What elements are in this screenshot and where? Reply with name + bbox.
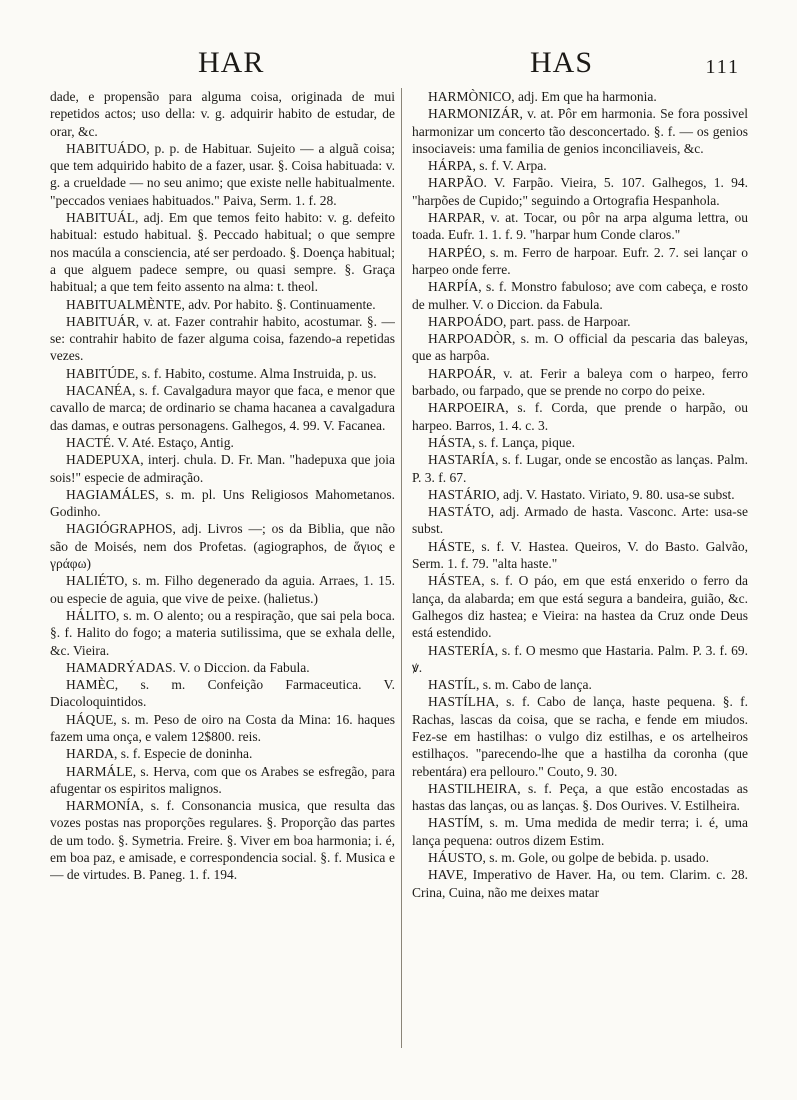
dictionary-entry: HASTÁRIO, adj. V. Hastato. Viriato, 9. 80. usa-se subst. bbox=[428, 486, 735, 502]
dictionary-entry: HACTÉ. V. Até. Estaço, Antig. bbox=[66, 434, 234, 450]
dictionary-entry: HÁLITO, s. m. O alento; ou a respiração, que sai pela boca. §. f. Halito do fogo; a materia sutilissima, que se exhala delle, &c. Vieira. bbox=[50, 607, 395, 658]
right-guide-word: HAS bbox=[530, 46, 594, 79]
dictionary-entry: HASTÍM, s. m. Uma medida de medir terra; i. é, uma lança pequena: outros dizem Estim. bbox=[412, 815, 748, 848]
dictionary-entry: HABITUÁDO, p. p. de Habituar. Sujeito — a alguã coisa; que tem adquirido habito de a fazer, usar. §. Coisa habituada: v. g. a crueldade — no seu animo; que existe nelle habitualmente. "peccados veniaes habituados." Paiva, Serm. 1. f. 28. bbox=[50, 140, 395, 208]
left-column bbox=[50, 88, 395, 1078]
dictionary-entry: HARPOEIRA, s. f. Corda, que prende o harpão, ou harpeo. Barros, 1. 4. c. 3. bbox=[412, 400, 748, 433]
dictionary-entry: HÁSTE, s. f. V. Hastea. Queiros, V. do Basto. Galvão, Serm. 1. f. 79. "alta haste." bbox=[412, 538, 748, 572]
dictionary-entry: HÁRPA, s. f. V. Arpa. bbox=[428, 158, 547, 174]
page-number: 111 bbox=[705, 56, 740, 78]
dictionary-entry: HABITUÁL, adj. Em que temos feito habito: v. g. defeito habitual: estudo habitual. §. Peccado habitual; o que sempre nos macúla a consciencia, até ser perdoado. §. Doença habitual; a que alguem padece sempre, ou quasi sempre. §. Graça habitual; a que tem feito assento na alma: t. theol. bbox=[50, 210, 395, 295]
dictionary-entry: HARMÁLE, s. Herva, com que os Arabes se esfregão, para afugentar os espiritos malignos. bbox=[50, 763, 395, 796]
dictionary-entry: HÁSTEA, s. f. O páo, em que está enxerido o ferro da lança, da alabarda; em que está segura a bandeira, guião, &c. Galhegos diz hastea; e Vieira: na hastea da Cruz onde Deus está estendido. bbox=[412, 573, 748, 641]
dictionary-entry: HARPÃO. V. Farpão. Vieira, 5. 107. Galhegos, 1. 94. "harpões de Cupido;" seguindo a Ortografia Hespanhola. bbox=[412, 175, 748, 208]
dictionary-entry: HASTÁTO, adj. Armado de hasta. Vasconc. Arte: usa-se subst. bbox=[412, 504, 748, 537]
column-divider bbox=[401, 88, 402, 1048]
dictionary-entry: HARPOÁDO, part. pass. de Harpoar. bbox=[428, 313, 631, 329]
dictionary-entry: HADEPUXA, interj. chula. D. Fr. Man. "hadepuxa que joia sois!" especie de admiração. bbox=[50, 452, 395, 485]
dictionary-entry: HARDA, s. f. Especie de doninha. bbox=[66, 746, 253, 762]
dictionary-entry: HAGIÓGRAPHOS, adj. Livros —; os da Biblia, que não são de Moisés, nem dos Profetas. (agiographos, de ἅγιος e γράφω) bbox=[50, 521, 395, 572]
right-column bbox=[412, 88, 748, 1078]
dictionary-entry: HASTÍL, s. m. Cabo de lança. bbox=[428, 677, 592, 693]
dictionary-entry: HAMÈC, s. m. Confeição Farmaceutica. V. Diacoloquintidos. bbox=[50, 677, 395, 710]
dictionary-entry: HASTÍLHA, s. f. Cabo de lança, haste pequena. §. f. Rachas, lascas da coisa, que se racha, e fende em miudos. Fez-se em hastilhas: o vulgo diz estilhas, e os artelheiros estilhaços. "parecendo-lhe que a hastilha da coronha (que rebentára) era pellouro." Couto, 9. 30. bbox=[412, 694, 748, 779]
dictionary-entry: HAMADRÝADAS. V. o Diccion. da Fabula. bbox=[66, 659, 310, 675]
dictionary-entry: HARMÒNICO, adj. Em que ha harmonia. bbox=[428, 89, 657, 104]
dictionary-entry: HALIÉTO, s. m. Filho degenerado da aguia. Arraes, 1. 15. ou especie de aguia, que vive de peixe. (halietus.) bbox=[50, 573, 395, 606]
dictionary-entry: dade, e propensão para alguma coisa, originada de mui repetidos actos; uso della: v. g. adquirir habito de estudar, de orar, &c. bbox=[50, 89, 395, 139]
dictionary-entry: HACANÉA, s. f. Cavalgadura mayor que faca, e menor que cavallo de marca; de ordinario se chama hacanea a cavalgadura das damas, e outras personagens. Galhegos, 4. 99. V. Facanea. bbox=[50, 383, 395, 433]
dictionary-entry: HÁQUE, s. m. Peso de oiro na Costa da Mina: 16. haques fazem uma onça, e valem 12$800. reis. bbox=[50, 711, 395, 744]
dictionary-entry: HASTARÍA, s. f. Lugar, onde se encostão as lanças. Palm. P. 3. f. 67. bbox=[412, 452, 748, 485]
dictionary-entry: HASTILHEIRA, s. f. Peça, a que estão encostadas as hastas das lanças, ou as lanças. §. Dos Ourives. V. Estilheira. bbox=[412, 780, 748, 814]
dictionary-entry: HÁSTA, s. f. Lança, pique. bbox=[428, 434, 576, 450]
dictionary-entry: HARMONÍA, s. f. Consonancia musica, que resulta das vozes postas nas proporções regulares. §. Proporção das partes de um todo. §. Symetria. Freire. §. Viver em boa harmonia; i. é, em boa paz, e amisade, e correspondencia social. §. f. Musica e — de virtudes. B. Paneg. 1. f. 194. bbox=[50, 798, 395, 883]
dictionary-entry: HARPÉO, s. m. Ferro de harpoar. Eufr. 2. 7. sei lançar o harpeo onde ferre. bbox=[412, 244, 748, 277]
dictionary-entry: HABITUALMÈNTE, adv. Por habito. §. Continuamente. bbox=[66, 296, 376, 312]
left-guide-word: HAR bbox=[198, 46, 265, 79]
dictionary-entry: HASTERÍA, s. f. O mesmo que Hastaria. Palm. P. 3. f. 69. ꝟ. bbox=[412, 642, 748, 675]
dictionary-entry: HABITUÁR, v. at. Fazer contrahir habito, acostumar. §. — se: contrahir habito de fazer alguma coisa, fazendo-a repetidas vezes. bbox=[50, 313, 395, 364]
dictionary-entry: HARPOÁR, v. at. Ferir a baleya com o harpeo, ferro barbado, ou farpado, que se prende no corpo do peixe. bbox=[412, 365, 748, 399]
dictionary-entry: HARPAR, v. at. Tocar, ou pôr na arpa alguma lettra, ou toada. Eufr. 1. 1. f. 9. "harpar hum Conde claros." bbox=[412, 210, 748, 243]
dictionary-entry: HABITÚDE, s. f. Habito, costume. Alma Instruida, p. us. bbox=[66, 365, 377, 381]
dictionary-entry: HARPÍA, s. f. Monstro fabuloso; ave com cabeça, e rosto de mulher. V. o Diccion. da Fabula. bbox=[412, 279, 748, 312]
dictionary-entry: HÁUSTO, s. m. Gole, ou golpe de bebida. p. usado. bbox=[428, 850, 709, 866]
running-header bbox=[50, 46, 750, 86]
dictionary-entry: HAGIAMÁLES, s. m. pl. Uns Religiosos Mahometanos. Godinho. bbox=[50, 486, 395, 520]
dictionary-entry: HARMONIZÁR, v. at. Pôr em harmonia. Se fora possivel harmonizar um concerto tão desconcertado. §. f. — os genios insociaveis: uma familia de genios inconciliaveis, &c. bbox=[412, 106, 748, 156]
dictionary-entry: HAVE, Imperativo de Haver. Ha, ou tem. Clarim. c. 28. Crina, Cuina, não me deixes matar bbox=[412, 867, 748, 900]
dictionary-entry: HARPOADÒR, s. m. O official da pescaria das baleyas, que as harpôa. bbox=[412, 331, 748, 364]
